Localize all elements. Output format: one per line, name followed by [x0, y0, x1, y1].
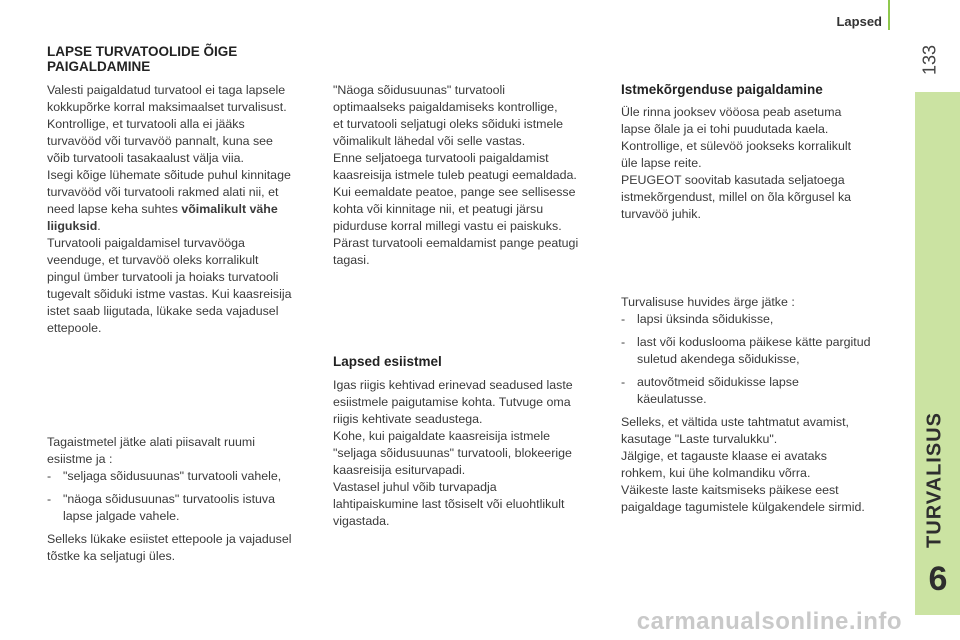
- bullet-item: [47, 491, 319, 525]
- text-line: vigastada.: [333, 514, 390, 528]
- text-line: Isegi kõige lühemate sõitude puhul kinnitage: [47, 168, 291, 182]
- text-line: Väikeste laste kaitsmiseks päikese eest: [621, 483, 839, 497]
- section-label-text: TURVALISUS: [923, 412, 946, 548]
- header-accent-rule: [888, 0, 890, 30]
- text-line: Üle rinna jooksev vööosa peab asetuma: [621, 105, 842, 119]
- section-label: [905, 400, 960, 560]
- heading-line-2: PAIGALDAMINE: [47, 59, 151, 74]
- column-1-heading: [47, 44, 319, 74]
- text-line: üle lapse reite.: [621, 156, 702, 170]
- text-line: Kontrollige, et sülevöö jookseks korralikult: [621, 139, 852, 153]
- column-1-paragraph-1: [47, 82, 319, 337]
- bullet-item: [621, 334, 893, 368]
- text-line: lapse jalgade vahele.: [63, 509, 180, 523]
- text-line: lahtipaiskumine last tõsiselt või eluohtlikult: [333, 497, 565, 511]
- text-line: turvavöö juhik.: [621, 207, 701, 221]
- bullet-dash: -: [621, 312, 626, 326]
- watermark: carmanualsonline.info: [636, 608, 902, 635]
- text-line: kohta või kinnitage nii, et peatugi järsu: [333, 202, 544, 216]
- text-line: last või koduslooma päikese kätte pargitud: [637, 335, 871, 349]
- text-line: lapsi üksinda sõidukisse,: [637, 312, 774, 326]
- text-line: Pärast turvatooli eemaldamist pange peatugi: [333, 236, 579, 250]
- text-line: et turvatooli seljatugi oleks sõiduki istmele: [333, 117, 564, 131]
- text-line: Kontrollige, et turvatooli alla ei jääks: [47, 117, 245, 131]
- text-line: kasutage "Laste turvalukku".: [621, 432, 778, 446]
- header-chapter-title: Lapsed: [836, 14, 882, 29]
- text-line: "näoga sõidusuunas" turvatoolis istuva: [63, 492, 275, 506]
- text-line: Turvatooli paigaldamisel turvavööga: [47, 236, 245, 250]
- text-line: [47, 218, 319, 235]
- text-line: "seljaga sõidusuunas" turvatooli, blokeerige: [333, 446, 572, 460]
- column-3-section: [621, 82, 893, 223]
- text-line: "seljaga sõidusuunas" turvatooli vahele,: [63, 469, 282, 483]
- bullet-item: [47, 468, 319, 485]
- emphasis-text: liiguksid: [47, 219, 98, 233]
- chapter-number: 6: [928, 560, 948, 598]
- text-line: Enne seljatoega turvatooli paigaldamist: [333, 151, 549, 165]
- column-1-paragraph-2: [47, 434, 319, 565]
- text-line: tagasi.: [333, 253, 370, 267]
- text-line: paigaldage tagumistele külgakendele sirmid.: [621, 500, 865, 514]
- text-line: istet saab liigutada, lükake seda vajadusel: [47, 304, 279, 318]
- text-line: Turvalisuse huvides ärge jätke :: [621, 295, 795, 309]
- text-line: Selleks lükake esiistet ettepoole ja vajadusel: [47, 532, 292, 546]
- text-line: Valesti paigaldatud turvatool ei taga lapsele: [47, 83, 286, 97]
- text-line: rohkem, kui ühe kolmandiku võrra.: [621, 466, 811, 480]
- text-line: võib turvatooli tasakaalust välja viia.: [47, 151, 244, 165]
- text-line: turvavööd või turvatooli rakmed alati nii, et: [47, 185, 279, 199]
- text-line: ettepoole.: [47, 321, 102, 335]
- text-line: esiistme ja :: [47, 452, 113, 466]
- text-line: Kui eemaldate peatoe, pange see sellisesse: [333, 185, 576, 199]
- text-line: autovõtmeid sõidukisse lapse: [637, 375, 799, 389]
- text-line: pingul ümber turvatooli ja hoiaks turvatooli: [47, 270, 279, 284]
- text-line: Jälgige, et tagauste klaase ei avataks: [621, 449, 827, 463]
- column-2-section: [333, 354, 605, 530]
- text-line: optimaalseks paigaldamiseks kontrollige,: [333, 100, 558, 114]
- bullet-item: [621, 374, 893, 408]
- text-line: "Näoga sõidusuunas" turvatooli: [333, 83, 506, 97]
- bullet-dash: -: [621, 375, 626, 389]
- section-heading: Lapsed esiistmel: [333, 354, 442, 369]
- text-line: tõstke ka seljatugi üles.: [47, 549, 176, 563]
- text-line: Igas riigis kehtivad erinevad seadused laste: [333, 378, 573, 392]
- bullet-dash: -: [47, 492, 52, 506]
- paragraph: [621, 414, 893, 516]
- text-line: kokkupõrke korral maksimaalset turvalisust.: [47, 100, 287, 114]
- text-line: PEUGEOT soovitab kasutada seljatoega: [621, 173, 845, 187]
- text-line: Tagaistmetel jätke alati piisavalt ruumi: [47, 435, 255, 449]
- column-2-paragraph-1: [333, 82, 605, 269]
- page-number-text: 133: [919, 44, 940, 76]
- text-line: lapse õlale ja ei tohi puudutada kaela.: [621, 122, 829, 136]
- text-line: võimalikult lähedal või selle vastas.: [333, 134, 526, 148]
- text-line: Vastasel juhul võib turvapadja: [333, 480, 497, 494]
- page-number: [918, 40, 942, 80]
- text-line: pidurduse korral millegi vastu ei paiskuks.: [333, 219, 562, 233]
- column-3-safety: [621, 294, 893, 516]
- paragraph: [47, 531, 319, 565]
- bullet-dash: -: [47, 469, 52, 483]
- text-span: .: [97, 219, 101, 233]
- text-line: esiistmele paigutamise kohta. Tutvuge oma: [333, 395, 571, 409]
- heading-line-1: LAPSE TURVATOOLIDE ÕIGE: [47, 44, 238, 59]
- text-line: istmekõrgendust, millel on õla kõrgusel ka: [621, 190, 852, 204]
- text-line: riigis kehtivate seadustega.: [333, 412, 483, 426]
- emphasis-text: võimalikult vähe: [181, 202, 278, 216]
- text-line: kaasreisija istmele tuleb peatugi eemaldada.: [333, 168, 577, 182]
- text-line: veenduge, et turvavöö oleks korralikult: [47, 253, 259, 267]
- bullet-item: [621, 311, 893, 328]
- text-line: Selleks, et vältida uste tahtmatut avamist,: [621, 415, 849, 429]
- text-line: turvavööd või turvavöö pannalt, kuna see: [47, 134, 273, 148]
- section-heading: Istmekõrgenduse paigaldamine: [621, 82, 823, 97]
- text-line: suletud akendega sõidukisse,: [637, 352, 800, 366]
- bullet-dash: -: [621, 335, 626, 349]
- text-line: tugevalt sõiduki istme vastas. Kui kaasreisija: [47, 287, 292, 301]
- text-line: Kohe, kui paigaldate kaasreisija istmele: [333, 429, 550, 443]
- text-line: käeulatusse.: [637, 392, 707, 406]
- text-line: kaasreisija esiturvapadi.: [333, 463, 466, 477]
- text-span: need lapse keha suhtes: [47, 202, 182, 216]
- text-line: [47, 201, 319, 218]
